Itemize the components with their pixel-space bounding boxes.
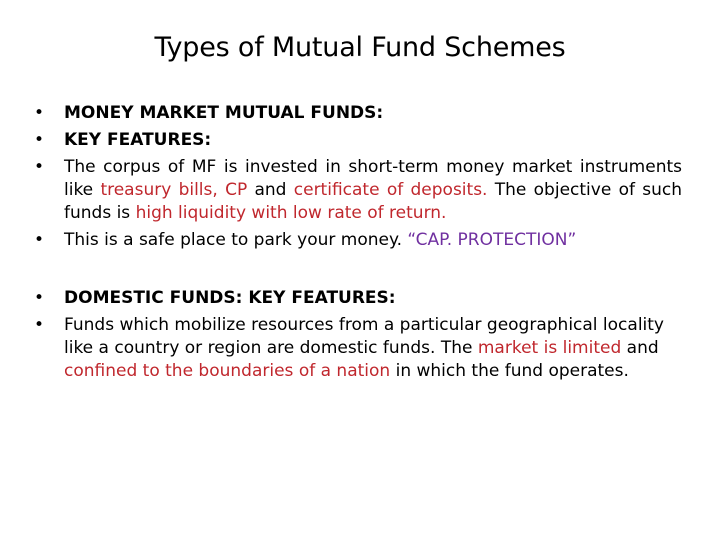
bullet-text: MONEY MARKET MUTUAL FUNDS: [64, 103, 384, 123]
highlight-text: treasury bills, CP [100, 180, 248, 200]
highlight-text: high liquidity with low rate of return. [135, 203, 447, 223]
highlight-text: certificate of deposits. [293, 180, 488, 200]
bullet-key-features-heading [34, 129, 682, 152]
bullet-money-market-heading [34, 102, 682, 125]
plain-text: Funds which mobilize resources from a particular geographical locality like a country or region are domestic funds. The [64, 315, 664, 358]
plain-text: The corpus of MF is invested in short-term money market instruments like [64, 157, 682, 200]
highlight-text: market is limited [477, 338, 622, 358]
plain-text: and [247, 180, 294, 200]
slide-title: Types of Mutual Fund Schemes [154, 32, 566, 63]
plain-text: in which the fund operates. [390, 361, 629, 381]
highlight-text: confined to the boundaries of a nation [64, 361, 391, 381]
bullet-text: DOMESTIC FUNDS: KEY FEATURES: [64, 288, 396, 308]
bullet-corpus-description [34, 156, 682, 225]
plain-text: The objective of such funds is [64, 180, 683, 223]
plain-text: and [621, 338, 659, 358]
bullet-safe-place [34, 229, 682, 252]
highlight-text: “CAP. PROTECTION” [407, 230, 577, 250]
bullet-text: KEY FEATURES: [64, 130, 212, 150]
bullet-domestic-description [34, 314, 682, 383]
plain-text: This is a safe place to park your money. [64, 230, 408, 250]
bullet-list [34, 102, 682, 387]
bullet-domestic-funds-heading [34, 287, 682, 310]
